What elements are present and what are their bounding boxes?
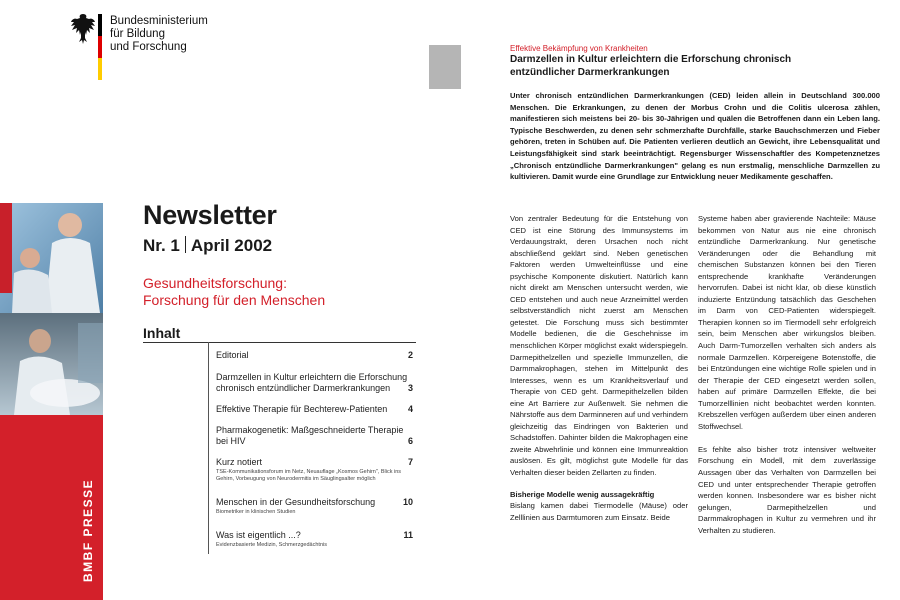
toc-item[interactable]: Was ist eigentlich ...? Evidenzbasierte Medizin, Schmerzgedächtnis bbox=[216, 530, 413, 549]
toc-item[interactable]: Editorial bbox=[216, 350, 249, 360]
sidebar-label: BMBF PRESSE bbox=[81, 478, 95, 582]
toc-item-subtitle: Evidenzbasierte Medizin, Schmerzgedächtnis bbox=[216, 542, 327, 548]
toc-page-number: 11 bbox=[403, 530, 413, 540]
topic-heading: Gesundheitsforschung: Forschung für den Menschen bbox=[143, 275, 326, 308]
toc-heading: Inhalt bbox=[143, 325, 181, 341]
body-paragraph: Es fehlte also bisher trotz intensiver weltweiter Forschung ein Modell, mit dem zuverlässige Aussagen über das Verhalten von Darmzellen bei CED und unter entsprechender Therapie getroffen werden konnen. Insbesondere war es bisher nicht gelungen, Darmepithelzellen und Darmmakrophagen in Kultur zu vermehren und ihr Verhalten zu studieren. bbox=[698, 444, 876, 535]
german-flag-bar bbox=[98, 14, 102, 80]
medical-photo-collage bbox=[0, 203, 103, 415]
toc-page-number: 4 bbox=[407, 404, 413, 414]
toc-page-number: 7 bbox=[407, 457, 413, 467]
issue-number: Nr. 1 bbox=[143, 236, 180, 255]
article-column-2 bbox=[698, 213, 876, 536]
toc-page-number: 3 bbox=[407, 383, 413, 393]
article-column-1 bbox=[510, 213, 688, 523]
toc-page-number: 2 bbox=[407, 350, 413, 360]
body-paragraph: Bislang kamen dabei Tiermodelle (Mäuse) oder Zelllinien aus Darmtumoren zum Einsatz. Beide bbox=[510, 501, 688, 522]
toc-item[interactable]: Pharmakogenetik: Maßgeschneiderte Therapie bei HIV bbox=[216, 425, 404, 446]
toc-item-subtitle: Biometriker in klinischen Studien bbox=[216, 509, 296, 515]
issue-separator bbox=[185, 236, 186, 253]
toc-page-number: 10 bbox=[402, 497, 413, 507]
toc-item[interactable]: Darmzellen in Kultur erleichtern die Erforschung chronisch entzündlicher Darmerkrankungen bbox=[216, 372, 408, 393]
toc-item-subtitle: TSE-Kommunikationsforum im Netz, Neuauflage „Kosmos Gehirn", Blick ins Gehirn, Vorbeugung von Neurodermitis im Säuglingsalter möglich bbox=[216, 469, 402, 482]
article-lead: Unter chronisch entzündlichen Darmerkrankungen (CED) leiden allein in Deutschland 300.000 Menschen. Die Erkrankungen, zu denen der Morbus Crohn und die Colitis ulcerosa zählen, manifestieren sich meistens bei 20- bis 30-Jährigen und quälen die Betroffenen dann ein Leben lang. Typische Beschwerden, zu denen sehr schmerzhafte Durchfälle, starke Bauchschmerzen und Fieber gehören, treten in Schüben auf. Die Patienten verlieren deutlich an Gewicht, ihre Lebensqualität und Leistungsfähigkeit sind stark beeinträchtigt. Regensburger Wissenschaftler des Kompetenznetzes „Chronisch entzündliche Darmerkrankungen" gelang es nun erstmalig, menschliche Darmzellen zu kultivieren. Damit wurde eine Grundlage zur Entwicklung neuer Medikamente geschaffen. bbox=[510, 91, 880, 182]
gray-marker-box bbox=[429, 45, 461, 89]
body-paragraph: Systeme haben aber gravierende Nachteile: Mäuse bekommen von Natur aus nie eine chronisch entzündliche Darmerkrankung. Nur genetische Veränderungen oder die Behandlung mit chemischen Substanzen können bei den Tieren entsprechende krankhafte Veränderungen hervorrufen. Dabei ist nicht klar, ob diese künstlich induzierte Entzündung tatsächlich das Geschehen im Darm von CED-Patienten widerspiegelt. Therapien konnen so im Tiermodell sehr erfolgreich sein, beim Menschen aber wirkungslos bleiben. Auch Darm-Tumorzellen verhalten sich anders als normale Darmzellen. Körpereigene Botenstoffe, die bei Entzündungen eine wichtige Rolle spielen und in der Therapie der CED eingesetzt werden sollen, haben auf primäre Darmzellen Effekte, die bei Tumorzelllinien nicht beobachtet werden konnten. Krebszellen verfügen außerdem über einen anderen Stoffwechsel. bbox=[698, 214, 876, 431]
newsletter-title: Newsletter bbox=[143, 200, 277, 230]
federal-eagle-icon bbox=[70, 12, 96, 46]
ministry-name: Bundesministerium für Bildung und Forschung bbox=[110, 15, 208, 53]
toc-item[interactable]: Effektive Therapie für Bechterew-Patienten bbox=[216, 404, 388, 414]
toc-item[interactable]: Kurz notiert TSE-Kommunikationsforum im Netz, Neuauflage „Kosmos Gehirn", Blick ins Gehirn, Vorbeugung von Neurodermitis im Säuglingsalter möglich bbox=[216, 457, 413, 483]
body-paragraph: Von zentraler Bedeutung für die Entstehung von CED ist eine Störung des Immunsystems im Verdauungstrakt, deren Ursachen noch nicht abschließend geklärt sind. Neben genetischen Faktoren werden Umwelteinflüsse und eine psychische Komponente diskutiert. Natürlich kann nicht direkt am Menschen untersucht werden, wie CED entstehen und auch neue Arzneimittel werden selbstverständlich nicht zuerst am Menschen getestet. Die Forschung muss sich bestimmter Modelle bedienen, die die Geschehnisse im menschlichen Körper möglichst exakt widerspiegeln. Darmepithelzellen und spezielle Immunzellen, die Darmmakrophagen, stehen im Mittelpunkt des Interesses, wenn es um Krankheitsverlauf und Therapie von CED geht. Darmepithelzellen bilden eine Art Barriere zur Außenwelt. Sie nehmen die Nährstoffe aus dem Darminneren auf und verhindern gleichzeitig das Eindringen von Bakterien und Schadstoffen. Dahinter bilden die Makrophagen eine zweite Abwehrlinie und können eine Immunreaktion auslösen. Es gilt, möglichst gute Modelle für das Verhalten dieser beiden Zellarten zu finden. bbox=[510, 214, 688, 478]
issue-date: April 2002 bbox=[190, 236, 273, 255]
issue-line bbox=[143, 236, 272, 256]
toc-item[interactable]: Menschen in der Gesundheitsforschung Biometriker in klinischen Studien bbox=[216, 497, 413, 516]
article-kicker: Effektive Bekämpfung von Krankheiten bbox=[510, 44, 648, 53]
toc-divider bbox=[143, 342, 416, 343]
subheading: Bisherige Modelle wenig aussagekräftig bbox=[510, 489, 655, 499]
article-headline: Darmzellen in Kultur erleichtern die Erforschung chronisch entzündlicher Darmerkrankungen bbox=[510, 54, 792, 78]
toc-vertical-rule bbox=[208, 342, 209, 554]
toc-page-number: 6 bbox=[407, 436, 413, 446]
